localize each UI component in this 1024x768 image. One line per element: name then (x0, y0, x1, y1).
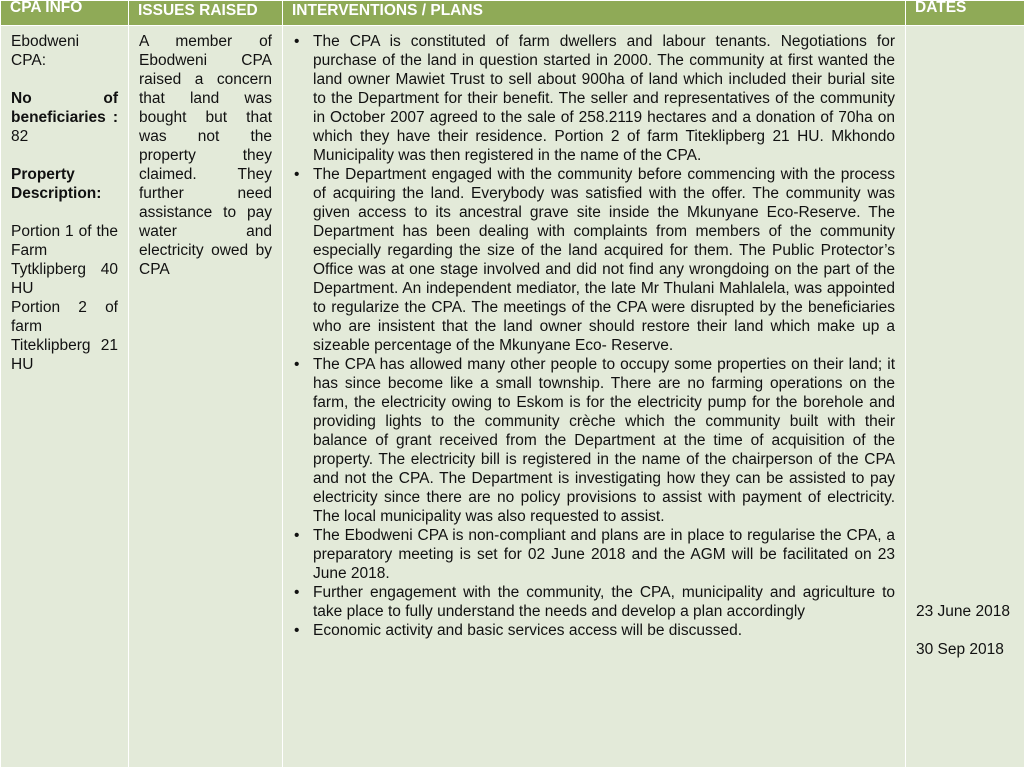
issues-raised-cell (129, 26, 283, 768)
list-item: • Economic activity and basic services access will be discussed. (313, 621, 895, 640)
property-portion-1: Portion 1 of the Farm Tytklipberg 40 HU (11, 223, 118, 297)
date-agm: 23 June 2018 (916, 603, 1010, 620)
list-item: • The CPA is constituted of farm dwellers and labour tenants. Negotiations for purchase of the land in question started in 2000. The community at first wanted the land owner Mawiet Trust to sell about 900ha of land which included their burial site to the Department for their benefit. The seller and representatives of the community in October 2007 agreed to the sale of 258.2119 hectares and a donation of 70ha on which they have their residence. Portion 2 of farm Titeklipberg 21 HU. Mkhondo Municipality was then registered in the name of the CPA. (313, 32, 895, 165)
list-item: • The Ebodweni CPA is non-compliant and plans are in place to regularise the CPA, a preparatory meeting is set for 02 June 2018 and the AGM will be facilitated on 23 June 2018. (313, 526, 895, 583)
list-item: • The CPA has allowed many other people to occupy some properties on their land; it has since become like a small township. There are no farming operations on the farm, the electricity owing to Eskom is for the electricity pump for the borehole and providing lights to the community crèche which the community built with their balance of grant received from the Department at the time of acquisition of the property. The electricity bill is registered in the name of the chairperson of the CPA and not the CPA. The Department is investigating how they can be assisted to pay electricity since there are no policy provisions to assist with payment of electricity. The local municipality was also requested to assist. (313, 355, 895, 526)
date-followup: 30 Sep 2018 (916, 641, 1004, 658)
header-dates: DATES (906, 1, 1024, 26)
cpa-name: Ebodweni CPA: (11, 33, 80, 69)
interventions-cell (283, 26, 906, 768)
table-row (1, 26, 1024, 768)
property-portion-2: Portion 2 of farm Titeklipberg 21 HU (11, 299, 118, 373)
header-cpa-info: CPA INFO (1, 1, 129, 26)
property-label: Property Description: (11, 166, 102, 202)
issues-raised-text: A member of Ebodweni CPA raised a concern that land was bought but that was not the property they claimed. They further need assistance to pay water and electricity owed by CPA (139, 33, 272, 278)
beneficiaries-label: No of beneficiaries : (11, 90, 118, 126)
cpa-info-cell (1, 26, 129, 768)
header-issues-raised: ISSUES RAISED (129, 1, 283, 26)
interventions-list (293, 32, 895, 640)
header-interventions: INTERVENTIONS / PLANS (283, 1, 906, 26)
beneficiaries-value: 82 (11, 128, 29, 145)
list-item: • The Department engaged with the community before commencing with the process of acquiring the land. Everybody was satisfied with the offer. The community was given access to its ancestral grave site inside the Mkunyane Eco-Reserve. The Department has been dealing with complaints from members of the community especially regarding the size of the land acquired for them. The Public Protector’s Office was at one stage involved and did not find any wrongdoing on the part of the Department. An independent mediator, the late Mr Thulani Mahlalela, was appointed to regularize the CPA. The meetings of the CPA were disrupted by the beneficiaries who are insistent that the land owner should restore their land which make up a sizeable percentage of the Mkunyane Eco- Reserve. (313, 165, 895, 355)
header-row (1, 1, 1024, 26)
beneficiaries (11, 89, 118, 146)
dates-cell (906, 26, 1024, 768)
list-item: • Further engagement with the community, the CPA, municipality and agriculture to take place to fully understand the needs and develop a plan accordingly (313, 583, 895, 621)
